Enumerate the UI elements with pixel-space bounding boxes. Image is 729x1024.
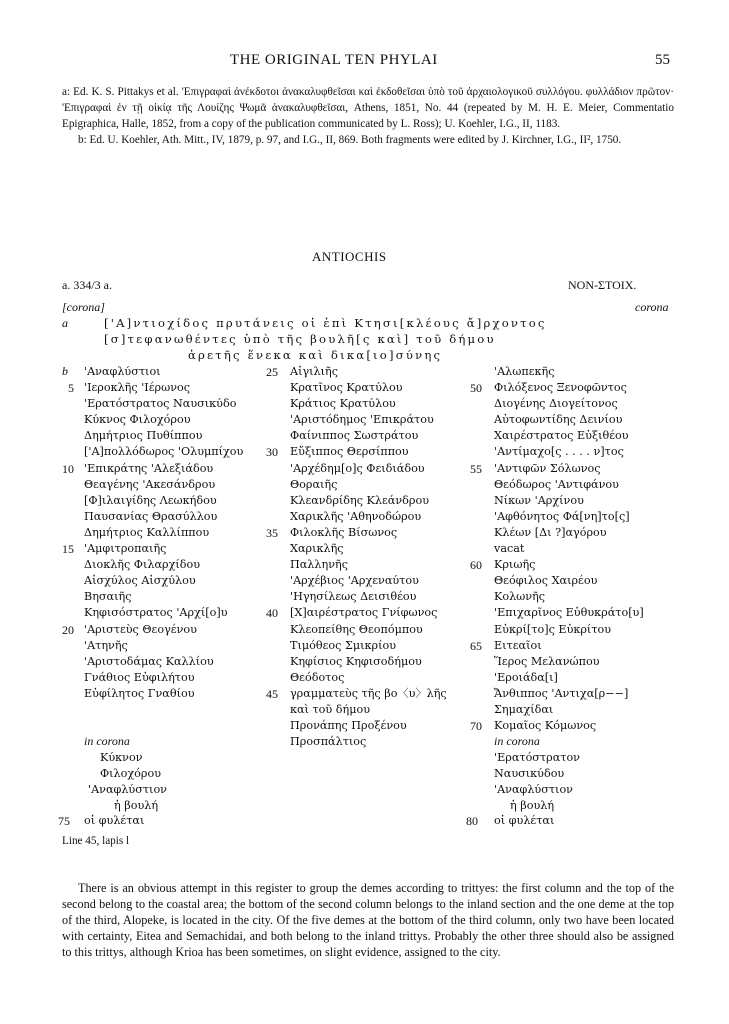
corona-right-line: ἡ βουλή bbox=[510, 799, 555, 813]
line-number bbox=[52, 493, 74, 509]
line-number: 40 bbox=[266, 606, 278, 621]
inscription-line: 'Αφθόνητος Φά[νη]το[ς] bbox=[494, 509, 630, 523]
line-number: 30 bbox=[266, 445, 278, 460]
inscription-line: 'Αμφιτροπαιῆς bbox=[84, 542, 167, 556]
line-number bbox=[460, 605, 482, 621]
line-number bbox=[256, 477, 278, 493]
heading-line-3: ἀρετῆς ἕνεκα καὶ δικα[ιο]σύνης bbox=[188, 348, 443, 362]
reference-b: b: Ed. U. Koehler, Ath. Mitt., IV, 1879, p. 97, and I.G., II, 869. Both fragments were edited by J. Kirchner, I.G., II², 1750. bbox=[78, 134, 622, 146]
inscription-line: Διοκλῆς Φιλαρχίδου bbox=[84, 558, 201, 572]
line-number bbox=[52, 509, 74, 525]
line-number bbox=[256, 380, 278, 396]
inscription-line: Κριωῆς bbox=[494, 558, 536, 572]
line-number bbox=[460, 670, 482, 686]
page-number: 55 bbox=[655, 52, 670, 68]
inscription-date: a. 334/3 a. bbox=[62, 278, 112, 292]
line-number bbox=[460, 444, 482, 460]
column1-line-numbers bbox=[52, 364, 74, 702]
inscription-column-3 bbox=[494, 364, 644, 734]
inscription-line: Εὔξιππος Θερσίππου bbox=[290, 445, 409, 459]
line-number bbox=[52, 638, 74, 654]
line-number bbox=[460, 428, 482, 444]
line-number bbox=[52, 573, 74, 589]
inscription-line: [Φ]ιλαιγίδης Λεωκήδου bbox=[84, 493, 217, 507]
line-number bbox=[460, 525, 482, 541]
inscription-line: Νίκων 'Αρχίνου bbox=[494, 493, 584, 507]
line-number bbox=[52, 605, 74, 621]
line-number bbox=[256, 734, 278, 750]
inscription-line: Αὐτοφωντίδης Δεινίου bbox=[494, 413, 623, 427]
inscription-column-2 bbox=[290, 364, 447, 750]
line-number bbox=[460, 509, 482, 525]
inscription-line: Κηφισόστρατος 'Αρχί[ο]υ bbox=[84, 606, 228, 620]
inscription-line: [Χ]αιρέστρατος Γνίφωνος bbox=[290, 606, 438, 620]
inscription-line: Κομαῖος Κόμωνος bbox=[494, 719, 597, 733]
line-number bbox=[52, 686, 74, 702]
line-number bbox=[256, 461, 278, 477]
commentary-paragraph: There is an obvious attempt in this register to group the demes according to trittyes: the first column and the top of the second belong to the coastal area; the bottom of the second column belongs to the inland section and the one deme at the top of the third, Alopeke, is located in the city. Of the five demes at the bottom of the third column, only two have been located with certainty, Eitea and Semachidai, and both belong to the inland trittys. Probably the other three should also be assigned to this trittys, although Krioa has been sometimes, on slight evidence, assigned to the city. bbox=[62, 881, 674, 959]
inscription-line: Τιμόθεος Σμικρίου bbox=[290, 638, 397, 652]
inscription-line: γραμματεὺς τῆς βο〈υ〉λῆς bbox=[290, 686, 447, 700]
line-number-75: 75 bbox=[58, 814, 70, 828]
column2-line-numbers bbox=[256, 364, 278, 750]
inscription-line: 'Αντίμαχο[ς . . . . ν]τος bbox=[494, 445, 624, 459]
heading-line-2: [σ]τεφανωθέντες ὑπὸ τῆς βουλῆ[ς καὶ] τοῦ δήμου bbox=[104, 332, 496, 346]
inscription-line: Φιλόξενος Ξενοφῶντος bbox=[494, 381, 627, 395]
inscription-line: 'Αλωπεκῆς bbox=[494, 365, 555, 378]
line-number bbox=[460, 702, 482, 718]
line-number bbox=[52, 589, 74, 605]
inscription-line: 'Αναφλύστιοι bbox=[84, 365, 161, 378]
inscription-line: Θεόφιλος Χαιρέου bbox=[494, 574, 598, 588]
line-number: 70 bbox=[470, 719, 482, 734]
line-number bbox=[460, 493, 482, 509]
line-number: 20 bbox=[62, 622, 74, 637]
inscription-line: 'Επικράτης 'Αλεξιάδου bbox=[84, 461, 214, 475]
inscription-line: Παυσανίας Θρασύλλου bbox=[84, 509, 218, 523]
inscription-line: 'Ηγησίλεως Δεισιθέου bbox=[290, 590, 417, 604]
corona-left-line: ἡ βουλή bbox=[114, 799, 159, 813]
line-number: 35 bbox=[266, 525, 278, 540]
line-number bbox=[460, 541, 482, 557]
section-title: ANTIOCHIS bbox=[312, 249, 387, 264]
inscription-line: Δημήτριος Πυθίππου bbox=[84, 429, 203, 443]
corona-left-final-line: οἱ φυλέται bbox=[84, 814, 145, 827]
line-number bbox=[460, 364, 482, 380]
inscription-line: Κράτιος Κρατύλου bbox=[290, 397, 396, 411]
line-number bbox=[460, 686, 482, 702]
corona-right-block bbox=[494, 750, 580, 814]
inscription-line: 'Ιεροκλῆς 'Ιέρωνος bbox=[84, 381, 191, 395]
inscription-line: Αἰγιλιῆς bbox=[290, 365, 338, 378]
inscription-line: 'Αντιφῶν Σόλωνος bbox=[494, 461, 601, 475]
line-number: 45 bbox=[266, 686, 278, 701]
inscription-line: 'Αριστόδημος 'Επικράτου bbox=[290, 413, 434, 427]
line-number: 55 bbox=[470, 461, 482, 476]
line-number bbox=[52, 444, 74, 460]
inscription-line: Δημήτριος Καλλίππου bbox=[84, 525, 210, 539]
line-number bbox=[256, 670, 278, 686]
inscription-line: Χαιρέστρατος Εὐξιθέου bbox=[494, 429, 629, 443]
line-number bbox=[256, 557, 278, 573]
fragment-a-label: a bbox=[62, 316, 68, 330]
line-number bbox=[256, 589, 278, 605]
inscription-line: Κλεανδρίδης Κλεάνδρου bbox=[290, 493, 430, 507]
line-number bbox=[52, 654, 74, 670]
line-number bbox=[460, 654, 482, 670]
inscription-line: Ειτεαῖοι bbox=[494, 638, 542, 652]
inscription-line: Προσπάλτιος bbox=[290, 735, 367, 749]
inscription-line: Παλληνῆς bbox=[290, 558, 348, 572]
inscription-line: 'Αριστοδάμας Καλλίου bbox=[84, 654, 214, 668]
line-number bbox=[52, 525, 74, 541]
bibliography-block bbox=[62, 84, 674, 148]
line-number: 65 bbox=[470, 638, 482, 653]
inscription-line: Κλέων [Δι ?]αγόρου bbox=[494, 525, 607, 539]
line-number bbox=[256, 509, 278, 525]
line-number bbox=[256, 428, 278, 444]
inscription-line: Θεαγένης 'Ακεσάνδρου bbox=[84, 477, 216, 491]
line-number bbox=[256, 622, 278, 638]
corona-right-block-label: in corona bbox=[494, 734, 540, 748]
inscription-line: Κηφίσιος Κηφισοδήμου bbox=[290, 654, 422, 668]
inscription-line: Θοραιῆς bbox=[290, 477, 338, 491]
corona-left-label: [corona] bbox=[62, 300, 105, 314]
corona-left-block bbox=[88, 750, 167, 814]
inscription-line: Φιλοκλῆς Βίσωνος bbox=[290, 525, 398, 539]
inscription-line: Ἵερος Μελανώπου bbox=[494, 654, 600, 668]
inscription-line: Κλεοπείθης Θεοπόμπου bbox=[290, 622, 423, 636]
line-number bbox=[460, 396, 482, 412]
inscription-line: Θεόδωρος 'Αντιφάνου bbox=[494, 477, 619, 491]
running-header: THE ORIGINAL TEN PHYLAI bbox=[230, 52, 438, 68]
line-number: 5 bbox=[68, 381, 74, 396]
line-number bbox=[52, 557, 74, 573]
inscription-line: 'Ατηνῆς bbox=[84, 638, 128, 652]
line-number bbox=[52, 396, 74, 412]
inscription-line: 'Επιχαρῖνος Εὐθυκράτο[υ] bbox=[494, 606, 644, 620]
corona-right-final-line: οἱ φυλέται bbox=[494, 814, 555, 827]
inscription-line: Κρατῖνος Κρατύλου bbox=[290, 381, 403, 395]
line-number: 15 bbox=[62, 542, 74, 557]
corona-left-block-label: in corona bbox=[84, 734, 130, 748]
inscription-line: Κύκνος Φιλοχόρου bbox=[84, 413, 191, 427]
inscription-line: 'Ερατόστρατος Ναυσικύδο bbox=[84, 397, 237, 411]
line-number bbox=[256, 493, 278, 509]
corona-right-line: 'Αναφλύστιον bbox=[494, 783, 573, 797]
inscription-line: 'Αριστεὺς Θεογένου bbox=[84, 622, 197, 636]
inscription-line: vacat bbox=[494, 542, 525, 556]
inscription-line: Χαρικλῆς 'Αθηνοδώρου bbox=[290, 509, 422, 523]
line-number bbox=[52, 364, 74, 380]
line-number bbox=[256, 654, 278, 670]
line-number: 10 bbox=[62, 461, 74, 476]
inscription-style: NON-ΣΤΟΙΧ. bbox=[568, 278, 637, 292]
inscription-line: Θεόδοτος bbox=[290, 670, 345, 684]
line-number: 60 bbox=[470, 558, 482, 573]
inscription-line: Σημαχίδαι bbox=[494, 702, 554, 716]
inscription-line: Χαρικλῆς bbox=[290, 542, 344, 556]
corona-right-line: 'Ερατόστρατον bbox=[494, 751, 580, 764]
inscription-line: Κολωνῆς bbox=[494, 590, 546, 604]
inscription-line: ['Α]πολλόδωρος 'Ολυμπίχου bbox=[84, 445, 244, 459]
line-number bbox=[460, 573, 482, 589]
line-number-80: 80 bbox=[466, 814, 478, 828]
line-number bbox=[256, 573, 278, 589]
inscription-line: Γνάθιος Εὐφιλήτου bbox=[84, 670, 195, 684]
inscription-line: Εὐκρί[το]ς Εὐκρίτου bbox=[494, 622, 612, 636]
inscription-column-1 bbox=[84, 364, 243, 702]
line-number bbox=[460, 622, 482, 638]
reference-a: a: Ed. K. S. Pittakys et al. 'Επιγραφαὶ ἀνέκδοτοι ἀνακαλυφθεῖσαι καὶ ἐκδοθεῖσαι ὑπὸ τοῦ ἀρχαιολογικοῦ συλλόγου. φυλλάδιον πρῶτον· 'Επιγραφαὶ ἐν τῇ οἰκίᾳ τῆς Λουίζης Ψωμᾶ ἀνακαλυφθεῖσαι, Athens, 1851, No. 44 (repeated by M. H. E. Meier, Commentatio Epigraphica, Halle, 1852, from a copy of the publication communicated by L. Ross); U. Koehler, I.G., II, 1183. bbox=[62, 86, 674, 130]
inscription-line: καὶ τοῦ δήμου bbox=[290, 702, 371, 716]
inscription-line: Φαίνιππος Σωστράτου bbox=[290, 429, 419, 443]
fragment-b-label: b bbox=[62, 364, 68, 378]
inscription-line: Εὐφίλητος Γναθίου bbox=[84, 686, 195, 700]
inscription-line: Προνάπης Προξένου bbox=[290, 719, 407, 733]
line-number bbox=[52, 412, 74, 428]
inscription-line: 'Εροιάδα[ι] bbox=[494, 670, 558, 684]
corona-left-line: 'Αναφλύστιον bbox=[88, 783, 167, 797]
line-note: Line 45, lapis l bbox=[62, 835, 130, 847]
inscription-line: 'Αρχέδημ[ο]ς Φειδιάδου bbox=[290, 461, 425, 475]
line-number bbox=[256, 396, 278, 412]
heading-line-1: ['Α]ντιοχίδος πρυτάνεις οἱ ἐπὶ Κτησι[κλέους ἄ]ρχοντος bbox=[104, 316, 547, 330]
line-number bbox=[52, 428, 74, 444]
inscription-line: 'Αρχέβιος 'Αρχεναύτου bbox=[290, 574, 419, 588]
corona-right-line: Ναυσικύδου bbox=[494, 767, 565, 781]
line-number bbox=[256, 638, 278, 654]
line-number bbox=[460, 477, 482, 493]
inscription-line: Ἄνθιππος 'Αντιχα[ρ−−] bbox=[494, 686, 629, 700]
line-number bbox=[256, 718, 278, 734]
line-number bbox=[256, 412, 278, 428]
line-number bbox=[52, 477, 74, 493]
line-number: 50 bbox=[470, 381, 482, 396]
line-number bbox=[256, 702, 278, 718]
inscription-line: Βησαιῆς bbox=[84, 590, 132, 604]
line-number: 25 bbox=[266, 365, 278, 379]
corona-left-line: Κύκνον bbox=[100, 751, 143, 764]
line-number bbox=[256, 541, 278, 557]
line-number bbox=[52, 670, 74, 686]
line-number bbox=[460, 412, 482, 428]
corona-left-line: Φιλοχόρου bbox=[100, 767, 162, 781]
inscription-line: Αἰσχύλος Αἰσχύλου bbox=[84, 574, 196, 588]
column3-line-numbers bbox=[460, 364, 482, 734]
inscription-line: Διογένης Διογείτονος bbox=[494, 397, 618, 411]
corona-right-label: corona bbox=[635, 300, 669, 314]
line-number bbox=[460, 589, 482, 605]
